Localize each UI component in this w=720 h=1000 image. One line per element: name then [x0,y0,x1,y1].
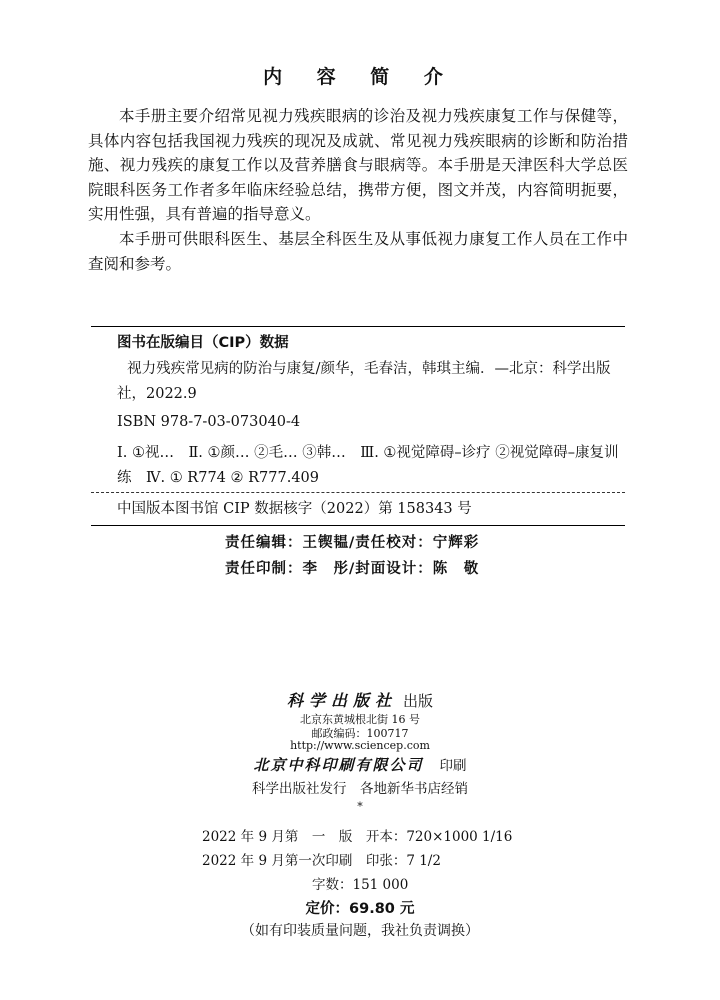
introduction [88,104,628,276]
publisher-suffix: 出版 [403,692,434,710]
publisher-url: http://www.sciencep.com [290,739,430,752]
edition-info: 2022 年 9 月第 一 版 开本：720×1000 1/16 [202,829,513,845]
credits-production: 责任印制：李 彤/封面设计：陈 敬 [225,561,480,577]
separator-asterisk: * [357,800,363,813]
cip-data-block [91,326,625,526]
cip-divider [91,492,625,493]
printer-suffix: 印刷 [439,758,467,774]
quality-note: （如有印装质量问题，我社负责调换） [241,923,479,939]
printer-name: 北京中科印刷有限公司 [253,756,424,774]
publisher-name: 科学出版社 [286,691,397,710]
credits-editors: 责任编辑：王锲韫/责任校对：宁辉彩 [225,535,480,551]
cip-heading: 图书在版编目（CIP）数据 [117,335,289,351]
printer-line [0,752,720,775]
publisher-address: 北京东黄城根北街 16 号 [300,713,420,726]
page-title: 内 容 简 介 [263,66,457,88]
word-count: 字数：151 000 [312,877,409,893]
publisher-postcode: 邮政编码：100717 [311,727,409,740]
intro-paragraph-1: 本手册主要介绍常见视力残疾眼病的诊治及视力残疾康复工作与保健等，具体内容包括我国视力残疾的现况及成就、常见视力残疾眼病的诊断和防治措施、视力残疾的康复工作以及营养膳食与眼病等。本手册是天津医科大学总医院眼科医务工作者多年临床经验总结，携带方便，图文并茂，内容简明扼要，实用性强，具有普遍的指导意义。 [88,107,628,224]
cip-isbn: ISBN 978-7-03-073040-4 [117,414,301,430]
cip-entry: 视力残疾常见病的防治与康复/颜华，毛春洁，韩琪主编．—北京：科学出版社，2022.9 [117,361,611,402]
publisher-line [0,688,720,711]
price: 定价：69.80 元 [305,901,415,917]
cip-classification: Ⅰ. ①视… Ⅱ. ①颜… ②毛… ③韩… Ⅲ. ①视觉障碍–诊疗 ②视觉障碍–康复训练 Ⅳ. ① R774 ② R777.409 [117,445,619,486]
printing-info: 2022 年 9 月第一次印刷 印张：7 1/2 [202,853,441,869]
intro-paragraph-2: 本手册可供眼科医生、基层全科医生及从事低视力康复工作人员在工作中查阅和参考。 [88,229,628,273]
cip-verification: 中国版本图书馆 CIP 数据核字（2022）第 158343 号 [117,501,472,517]
distribution-line: 科学出版社发行 各地新华书店经销 [252,781,468,797]
